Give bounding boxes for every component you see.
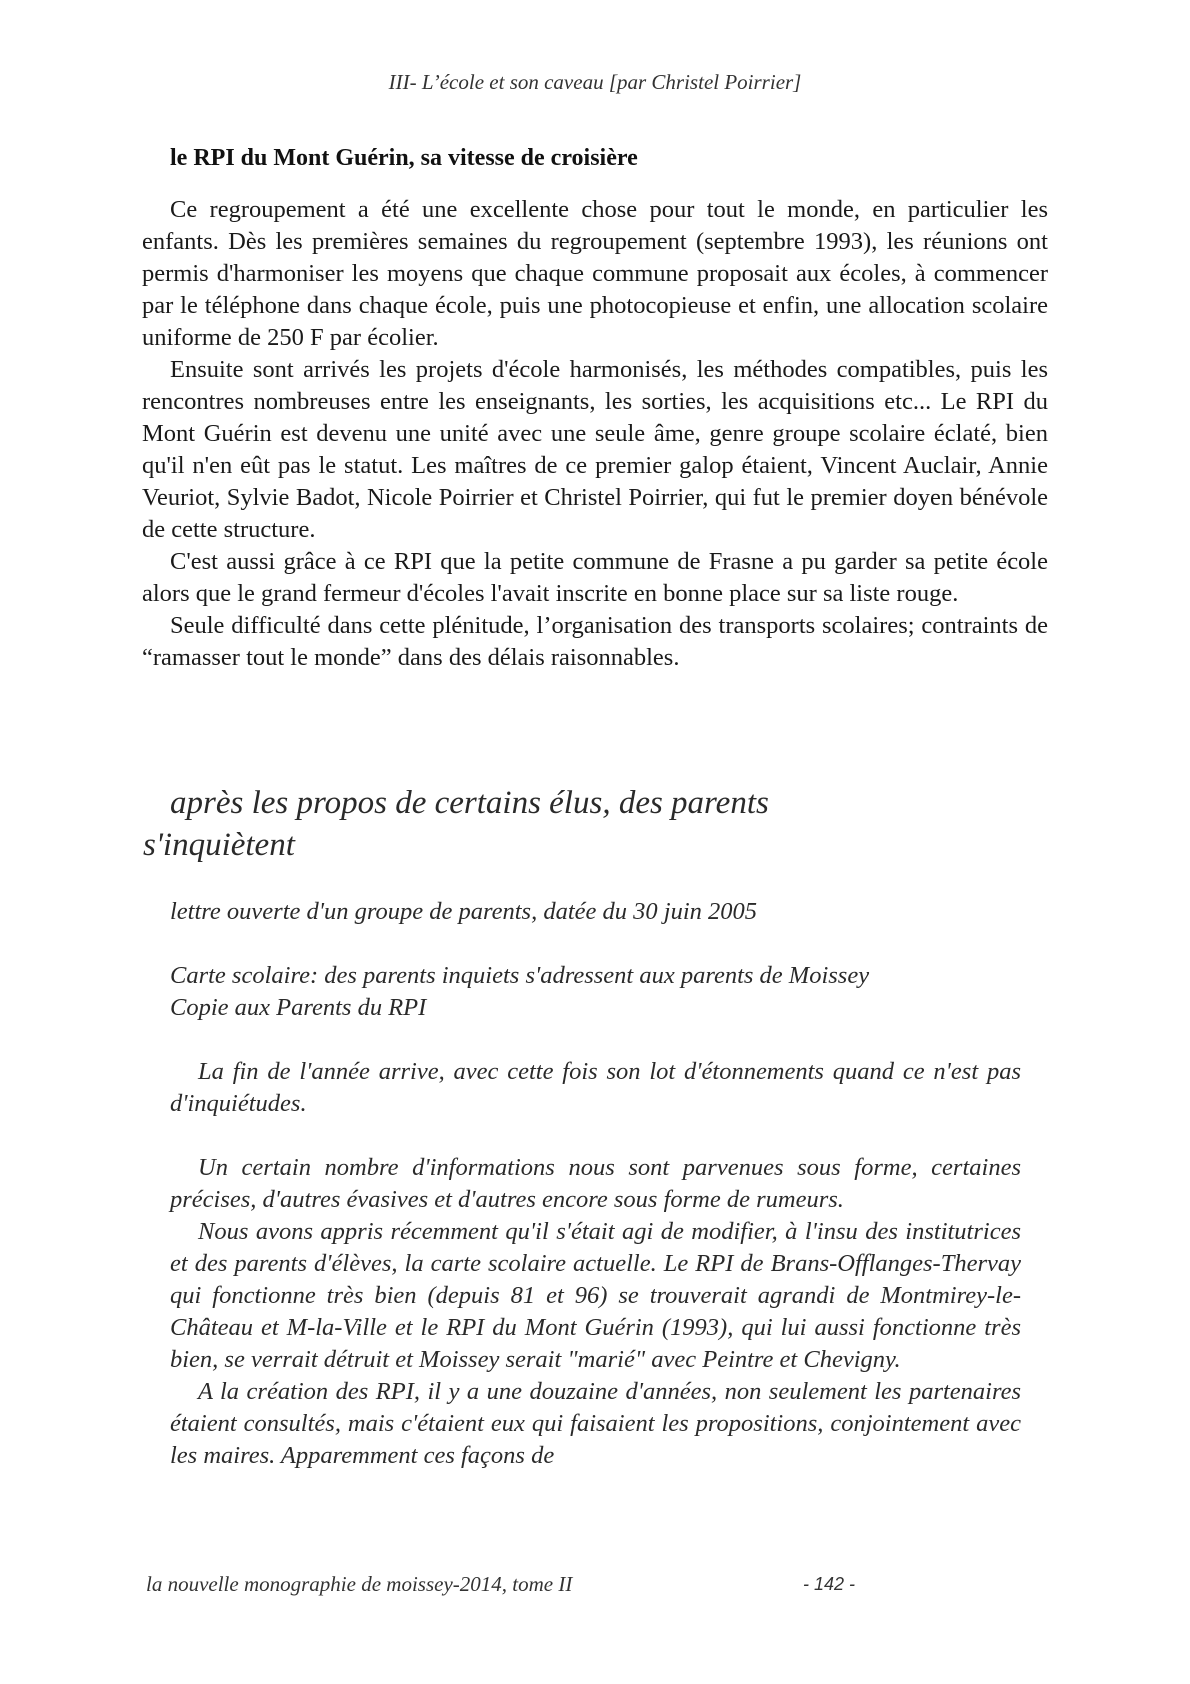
body-paragraph: Ensuite sont arrivés les projets d'école harmonisés, les méthodes compatibles, puis les rencontres nombreuses entre les enseignants, les sorties, les acquisitions etc... Le RPI du Mont Guérin est devenu une unité avec une seule âme, genre groupe scolaire éclaté, bien qu'il n'en eût pas le statut. Les maîtres de ce premier galop étaient, Vincent Auclair, Annie Veuriot, Sylvie Badot, Nicole Poirrier et Christel Poirrier, qui fut le premier doyen bénévole de cette structure. (142, 356, 1048, 543)
letter-heading-line: après les propos de certains élus, des parents (170, 785, 769, 821)
letter-subject (170, 960, 1020, 1024)
letter-paragraph: Nous avons appris récemment qu'il s'était agi de modifier, à l'insu des institutrices et des parents d'élèves, la carte scolaire actuelle. Le RPI de Brans-Offlanges-Thervay qui fonctionne très bien (depuis 81 et 96) se trouverait agrandi de Montmirey-le-Château et M-la-Ville et le RPI du Mont Guérin (1993), qui lui aussi fonctionne très bien, se verrait détruit et Moissey serait "marié" avec Peintre et Chevigny. (170, 1218, 1021, 1373)
running-header: III- L’école et son caveau [par Christel Poirrier] (388, 70, 802, 94)
footer-book-title: la nouvelle monographie de moissey-2014, tome II (146, 1572, 573, 1596)
letter-paragraph: La fin de l'année arrive, avec cette fois son lot d'étonnements quand ce n'est pas d'inquiétudes. (170, 1058, 1021, 1117)
section-title: le RPI du Mont Guérin, sa vitesse de croisière (170, 145, 638, 171)
letter-body (170, 1056, 1021, 1472)
letter-paragraph: A la création des RPI, il y a une douzaine d'années, non seulement les partenaires étaient consultés, mais c'étaient eux qui faisaient les propositions, conjointement avec les maires. Apparemment ces façons de (170, 1378, 1021, 1469)
letter-intro: lettre ouverte d'un groupe de parents, datée du 30 juin 2005 (170, 898, 758, 925)
letter-subject-line: Carte scolaire: des parents inquiets s'adressent aux parents de Moissey (170, 962, 870, 989)
section-body (142, 194, 1048, 674)
body-paragraph: C'est aussi grâce à ce RPI que la petite commune de Frasne a pu garder sa petite école alors que le grand fermeur d'écoles l'avait inscrite en bonne place sur sa liste rouge. (142, 548, 1048, 607)
letter-heading-line: s'inquiètent (143, 827, 295, 863)
letter-heading (143, 782, 890, 866)
body-paragraph: Seule difficulté dans cette plénitude, l’organisation des transports scolaires; contraints de “ramasser tout le monde” dans des délais raisonnables. (142, 612, 1048, 671)
body-paragraph: Ce regroupement a été une excellente chose pour tout le monde, en particulier les enfants. Dès les premières semaines du regroupement (septembre 1993), les réunions ont permis d'harmoniser les moyens que chaque commune proposait aux écoles, à commencer par le téléphone dans chaque école, puis une photocopieuse et enfin, une allocation scolaire uniforme de 250 F par écolier. (142, 196, 1048, 351)
letter-subject-line: Copie aux Parents du RPI (170, 994, 427, 1021)
page-number: - 142 - (803, 1574, 856, 1594)
letter-paragraph: Un certain nombre d'informations nous sont parvenues sous forme, certaines précises, d'autres évasives et d'autres encore sous forme de rumeurs. (170, 1154, 1021, 1213)
